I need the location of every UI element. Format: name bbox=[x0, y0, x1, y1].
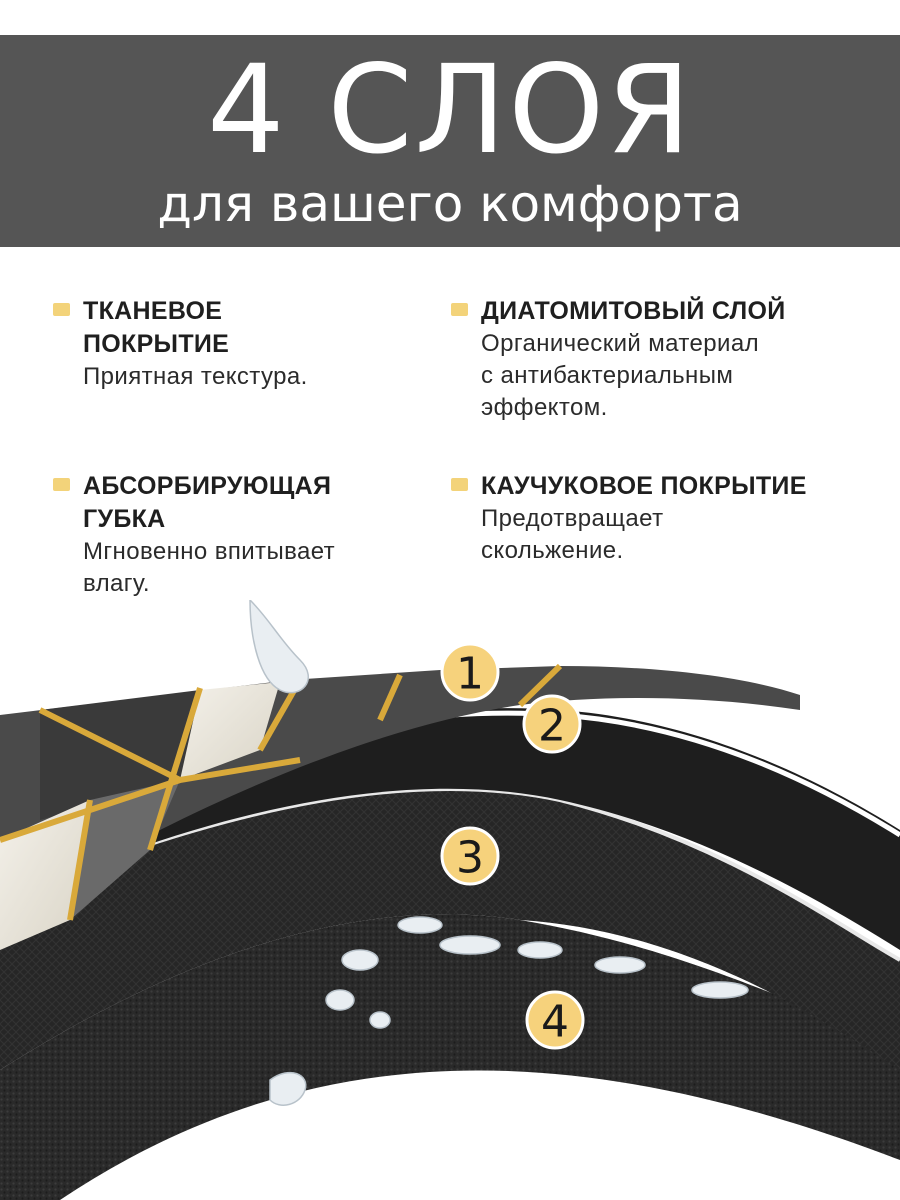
feature-description: Мгновенно впитывает влагу. bbox=[83, 538, 336, 597]
feature-title: АБСОРБИРУЮЩАЯ ГУБКА bbox=[83, 472, 332, 533]
bullet-marker-icon bbox=[53, 303, 70, 316]
layer-badge-3 bbox=[442, 828, 498, 884]
layer-badge-number: 1 bbox=[456, 648, 484, 700]
bullet-marker-icon bbox=[53, 478, 70, 491]
feature-description: Приятная текстура. bbox=[83, 363, 308, 390]
bullet-marker-icon bbox=[451, 478, 468, 491]
page-title: 4 СЛОЯ bbox=[206, 39, 694, 181]
feature-rubber-backing bbox=[451, 470, 891, 567]
feature-fabric-cover bbox=[53, 295, 393, 393]
mat-layers-illustration bbox=[0, 600, 900, 1200]
feature-diatomite-layer bbox=[451, 295, 891, 424]
feature-description: Предотвращает скольжение. bbox=[481, 505, 664, 564]
feature-absorbent-sponge bbox=[53, 470, 433, 600]
feature-title: КАУЧУКОВОЕ ПОКРЫТИЕ bbox=[481, 472, 807, 500]
page-subtitle: для вашего комфорта bbox=[157, 175, 743, 233]
layer-badge-number: 4 bbox=[541, 996, 569, 1048]
layer-badge-number: 3 bbox=[456, 832, 484, 884]
feature-description: Органический материал с антибактериальным эффектом. bbox=[481, 330, 759, 421]
layer-badge-1 bbox=[442, 644, 498, 700]
layer-badge-4 bbox=[527, 992, 583, 1048]
layer-badge-number: 2 bbox=[538, 700, 566, 752]
bullet-marker-icon bbox=[451, 303, 468, 316]
feature-title: ТКАНЕВОЕ ПОКРЫТИЕ bbox=[83, 297, 230, 358]
layer-badge-2 bbox=[524, 696, 580, 752]
feature-title: ДИАТОМИТОВЫЙ СЛОЙ bbox=[481, 297, 786, 325]
